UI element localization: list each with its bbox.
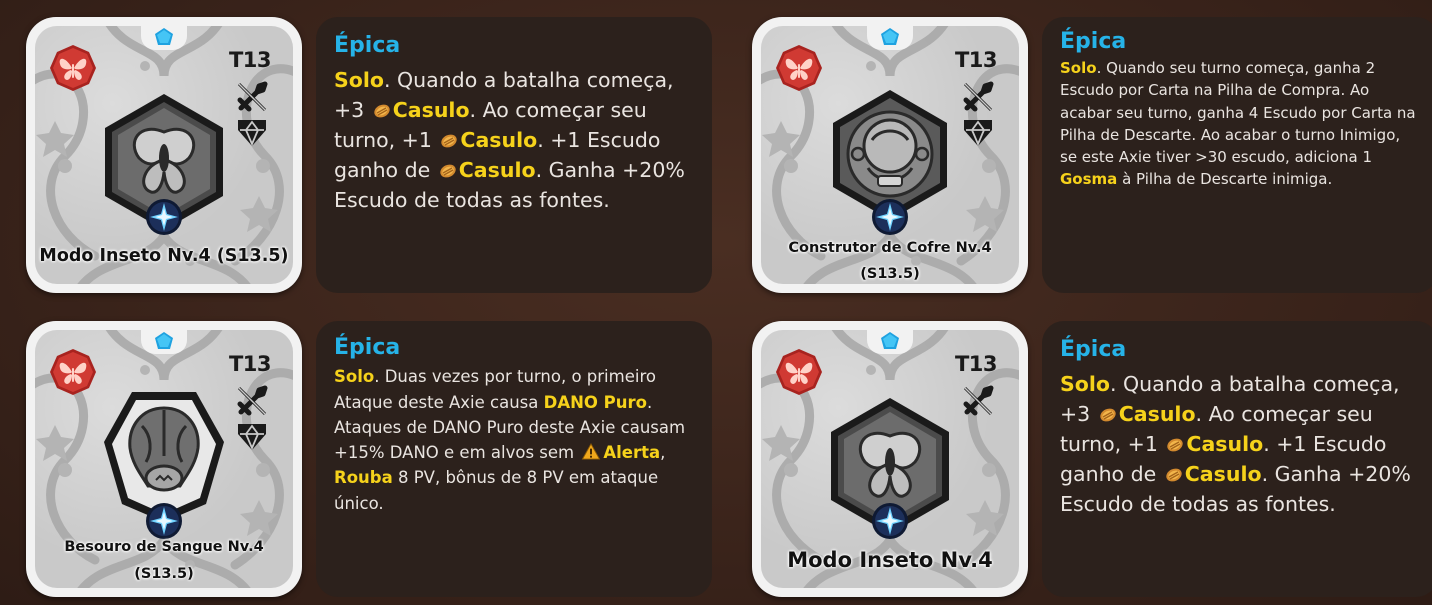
cocoon-icon: [440, 134, 458, 148]
card-modo-inseto[interactable]: [752, 321, 1028, 597]
no-attack-icon: [235, 80, 269, 114]
card-description: [334, 65, 694, 215]
keyword-rouba: Rouba: [334, 468, 393, 488]
description-text: . Ganha +20% Escudo de todas as fontes.: [1060, 462, 1411, 516]
butterfly-icon: [775, 44, 823, 92]
card-title-line-2: (S13.5): [134, 566, 194, 582]
card-construtor-de-cofre[interactable]: [752, 17, 1028, 293]
star-icon: [145, 198, 183, 236]
description-text: . +1 Escudo ganho de: [334, 128, 661, 182]
description-text: . Quando a batalha começa, +3: [334, 68, 674, 122]
tier-label: T13: [228, 352, 271, 376]
tier-label: T13: [228, 48, 271, 72]
gem-icon: [867, 26, 913, 50]
keyword-solo: Solo: [334, 367, 375, 387]
card-description: [334, 364, 694, 516]
gem-icon: [867, 330, 913, 354]
rarity-label: Épica: [1060, 337, 1127, 362]
card-description: [1060, 57, 1420, 190]
cocoon-icon: [1099, 408, 1117, 422]
rarity-label: Épica: [1060, 29, 1127, 54]
card-title: Modo Inseto Nv.4 (S13.5): [39, 246, 289, 266]
card-description-panel: [316, 17, 712, 293]
tier-label: T13: [954, 48, 997, 72]
star-icon: [871, 502, 909, 540]
card-title-line-2: (S13.5): [860, 266, 920, 282]
description-text: . Ao começar seu turno, +1: [1060, 402, 1373, 456]
no-attack-icon: [235, 384, 269, 418]
cocoon-icon: [439, 164, 457, 178]
description-text: . Duas vezes por turno, o primeiro Ataque deste Axie causa: [334, 367, 656, 412]
description-text: . Ganha +20% Escudo de todas as fontes.: [334, 158, 685, 212]
keyword-solo: Solo: [1060, 59, 1097, 78]
card-art: [35, 330, 293, 588]
card-description-panel: [1042, 17, 1432, 293]
shield-gem-icon: [235, 116, 269, 150]
keyword-casulo: Casulo: [1186, 432, 1264, 456]
card-description: [1060, 369, 1420, 519]
alert-icon: [581, 443, 601, 460]
star-icon: [871, 198, 909, 236]
description-text: . Ao começar seu turno, +1: [334, 98, 647, 152]
cocoon-icon: [1166, 438, 1184, 452]
keyword-casulo: Casulo: [1184, 462, 1262, 486]
card-art: [761, 330, 1019, 588]
card-title: Modo Inseto Nv.4: [787, 548, 993, 572]
keyword-gosma: Gosma: [1060, 170, 1118, 189]
shield-gem-icon: [235, 420, 269, 454]
description-text: à Pilha de Descarte inimiga.: [1117, 170, 1333, 189]
card-title-line-1: Construtor de Cofre Nv.4: [788, 240, 992, 256]
rarity-label: Épica: [334, 335, 401, 360]
butterfly-icon: [49, 44, 97, 92]
card-description-panel: [1042, 321, 1432, 597]
tier-label: T13: [954, 352, 997, 376]
keyword-casulo: Casulo: [460, 128, 538, 152]
keyword-solo: Solo: [334, 68, 384, 92]
gem-icon: [141, 26, 187, 50]
gem-icon: [141, 330, 187, 354]
description-text: . +1 Escudo ganho de: [1060, 432, 1387, 486]
description-text: . Quando seu turno começa, ganha 2 Escudo por Carta na Pilha de Compra. Ao acabar seu turno, ganha 4 Escudo por Carta na Pilha de Descarte. Ao acabar o turno Inimigo, se este Axie tiver >30 escudo, adiciona 1: [1060, 59, 1416, 167]
butterfly-icon: [49, 348, 97, 396]
keyword-dano-puro: DANO Puro: [543, 392, 647, 412]
description-text: . Quando a batalha começa, +3: [1060, 372, 1400, 426]
card-art: [35, 26, 293, 284]
keyword-solo: Solo: [1060, 372, 1110, 396]
butterfly-icon: [775, 348, 823, 396]
cocoon-icon: [1165, 468, 1183, 482]
shield-gem-icon: [961, 116, 995, 150]
keyword-alerta: Alerta: [603, 443, 661, 463]
rarity-label: Épica: [334, 33, 401, 58]
card-description-panel: [316, 321, 712, 597]
card-besouro-de-sangue[interactable]: [26, 321, 302, 597]
keyword-casulo: Casulo: [392, 98, 470, 122]
no-attack-icon: [961, 80, 995, 114]
card-art: [761, 26, 1019, 284]
card-modo-inseto-s135[interactable]: [26, 17, 302, 293]
card-title: [761, 235, 1019, 284]
keyword-casulo: Casulo: [1118, 402, 1196, 426]
cocoon-icon: [373, 104, 391, 118]
no-attack-icon: [961, 384, 995, 418]
card-title-line-1: Besouro de Sangue Nv.4: [64, 539, 264, 555]
card-title: [35, 534, 293, 588]
description-text: 8 PV, bônus de 8 PV em ataque único.: [334, 468, 659, 513]
description-text: ,: [660, 443, 666, 463]
keyword-casulo: Casulo: [458, 158, 536, 182]
description-text: . Ataques de DANO Puro deste Axie causam +15% DANO e em alvos sem: [334, 392, 686, 463]
